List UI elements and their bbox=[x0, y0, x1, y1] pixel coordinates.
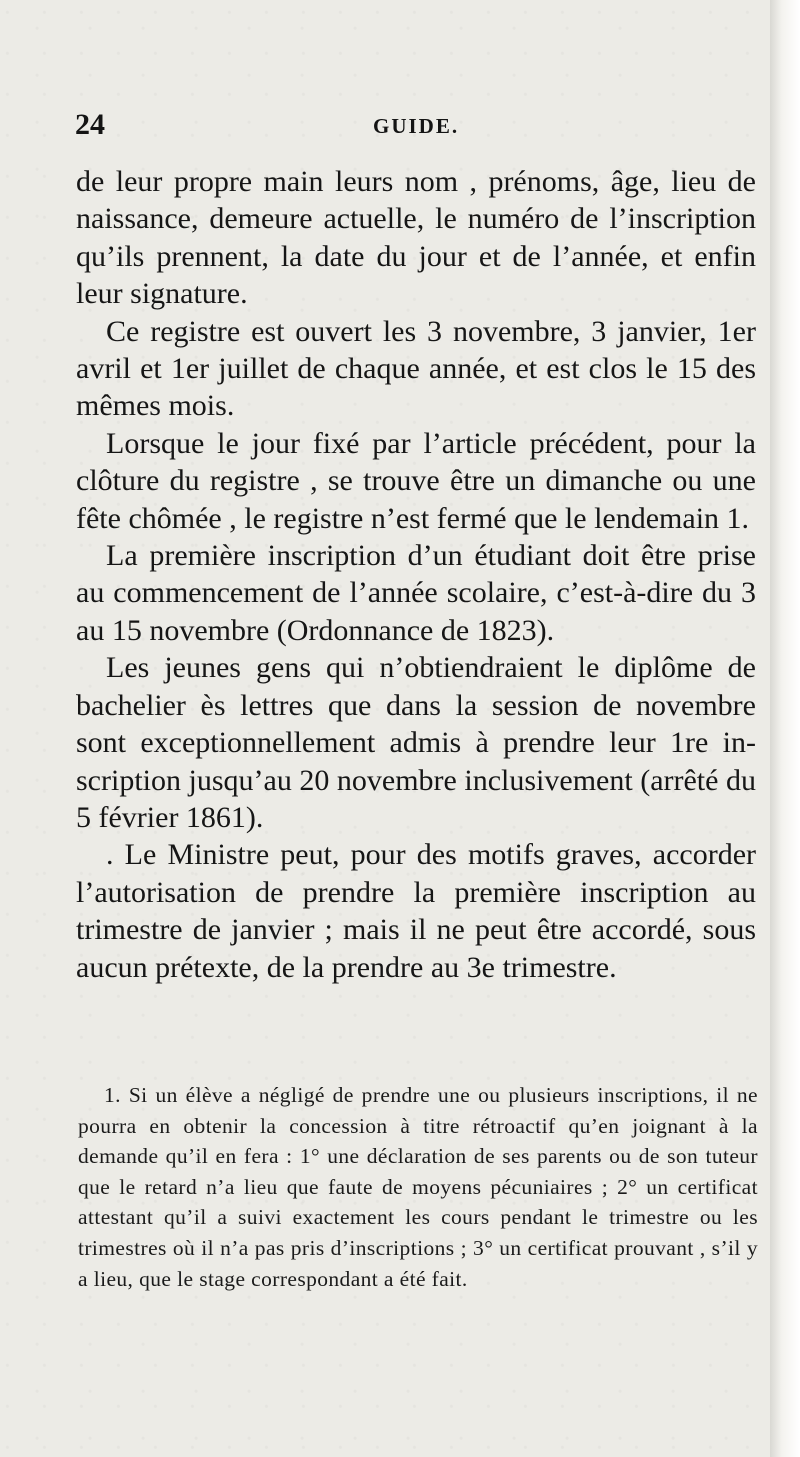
running-head: GUIDE. bbox=[373, 114, 460, 138]
footnote-text: 1. Si un élève a négligé de prendre une ou plusieurs inscriptions, il ne pourra en obtenir la concession à titre rétroactif qu’en joignant à la demande qu’il en fera : 1° une déclaration de ses parents ou de son tuteur que le retard n’a lieu que faute de moyens pécuniaires ; 2° un certificat attestant qu’il a suivi exactement les cours pendant le trimestre ou les trimestres où il n’a pas pris d’inscriptions ; 3° un certificat prouvant , s’il y a lieu, que le stage correspondant a été fait. bbox=[78, 1083, 758, 1291]
page-number: 24 bbox=[75, 108, 105, 141]
page-edge bbox=[770, 0, 800, 1457]
paragraph: Les jeunes gens qui n’obtiendraient le diplôme de bachelier ès lettres que dans la session de novembre sont exceptionnellement admis à prendre leur 1re inscription jusqu’au 20 novembre inclusivement (arrêté du 5 février 1861). bbox=[76, 651, 756, 834]
paragraph: Lorsque le jour fixé par l’article précédent, pour la clôture du registre , se trouve être un dimanche ou une fête chômée , le registre n’est fermé que le lendemain 1. bbox=[76, 426, 756, 535]
body-text bbox=[76, 163, 756, 986]
paragraph: La première inscription d’un étudiant doit être prise au commencement de l’année scolaire, c’est-à-dire du 3 au 15 novembre (Ordonnance de 1823). bbox=[76, 539, 756, 647]
paragraph: de leur propre main leurs nom , prénoms, âge, lieu de naissance, demeure actuelle, le numéro de l’inscription qu’ils prennent, la date du jour et de l’année, et enfin leur signature. bbox=[76, 165, 756, 311]
paragraph: . Le Ministre peut, pour des motifs graves, accorder l’autorisation de prendre la première inscription au trimestre de janvier ; mais il ne peut être accordé, sous aucun prétexte, de la prendre au 3e trimestre. bbox=[76, 838, 756, 984]
paragraph: Ce registre est ouvert les 3 novembre, 3 janvier, 1er avril et 1er juillet de chaque année, et est clos le 15 des mêmes mois. bbox=[76, 314, 756, 423]
footnote bbox=[78, 1080, 758, 1294]
page-header bbox=[75, 108, 755, 148]
